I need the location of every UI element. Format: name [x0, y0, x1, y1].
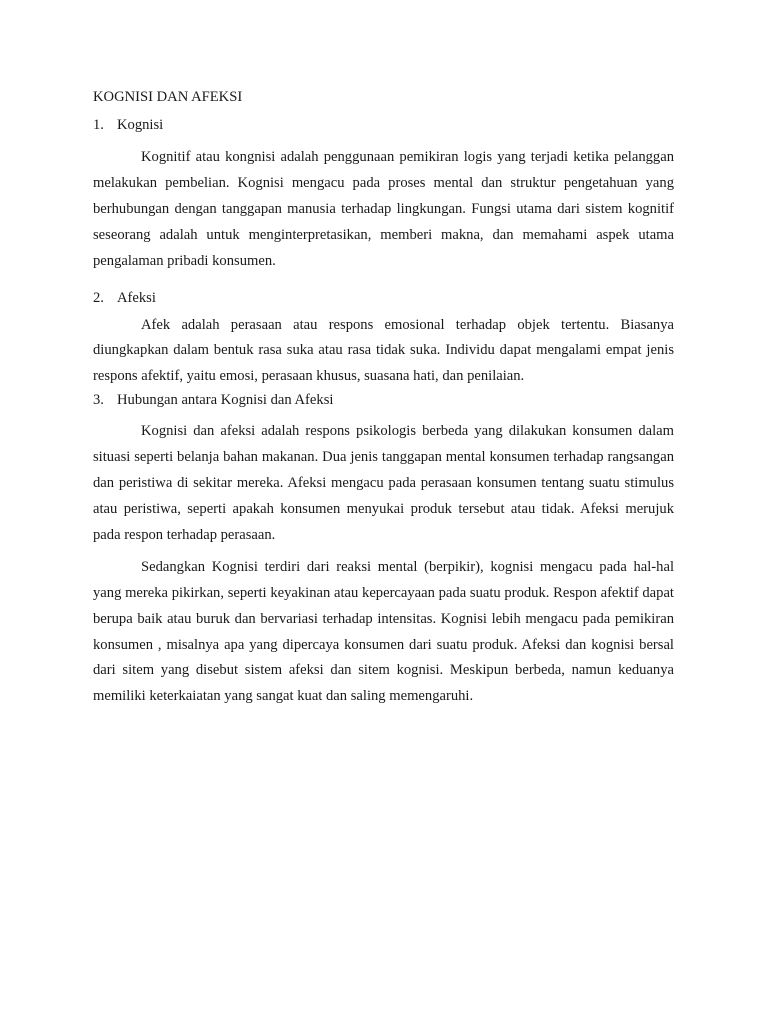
section-heading-afeksi — [93, 288, 674, 308]
section-heading-label: Kognisi — [117, 117, 164, 133]
paragraph-hubungan-1: Kognisi dan afeksi adalah respons psikologis berbeda yang dilakukan konsumen dalam situasi seperti belanja bahan makanan. Dua jenis tanggapan mental konsumen terhadap rangsangan dan peristiwa di sekitar mereka. Afeksi mengacu pada perasaan konsumen tentang suatu stimulus atau peristiwa, seperti apakah konsumen menyukai produk tersebut atau tidak. Afeksi merujuk pada respon terhadap perasaan. — [93, 423, 674, 543]
section-number: 1. — [93, 117, 104, 133]
section-number: 2. — [93, 289, 104, 306]
section-number: 3. — [93, 392, 104, 409]
document-title: KOGNISI DAN AFEKSI — [93, 89, 243, 105]
document-body — [93, 87, 674, 710]
section-heading-label: Afeksi — [117, 289, 156, 306]
paragraph-hubungan-2: Sedangkan Kognisi terdiri dari reaksi mental (berpikir), kognisi mengacu pada hal-hal yang mereka pikirkan, seperti keyakinan atau kepercayaan pada suatu produk. Respon afektif dapat berupa baik atau buruk dan bervariasi terhadap intensitas. Kognisi lebih mengacu pada pemikiran konsumen , misalnya apa yang dipercaya konsumen dari suatu produk. Afeksi dan kognisi bersal dari sitem yang disebut sistem afeksi dan sitem kognisi. Meskipun berbeda, namun keduanya memiliki keterkaiatan yang sangat kuat dan saling memengaruhi. — [93, 558, 674, 705]
section-heading-label: Hubungan antara Kognisi dan Afeksi — [117, 392, 334, 409]
section-heading-hubungan — [93, 390, 674, 410]
paragraph-afeksi: Afek adalah perasaan atau respons emosional terhadap objek tertentu. Biasanya diungkapkan dalam bentuk rasa suka atau rasa tidak suka. Individu dapat mengalami empat jenis respons afektif, yaitu emosi, perasaan khusus, suasana hati, dan penilaian. — [93, 316, 674, 385]
paragraph-kognisi: Kognitif atau kongnisi adalah penggunaan pemikiran logis yang terjadi ketika pelanggan melakukan pembelian. Kognisi mengacu pada proses mental dan struktur pengetahuan yang berhubungan dengan tanggapan manusia terhadap lingkungan. Fungsi utama dari sistem kognitif seseorang adalah untuk menginterpretasikan, memberi makna, dan memahami aspek utama pengalaman pribadi konsumen. — [93, 149, 674, 269]
section-heading-kognisi — [93, 115, 674, 135]
